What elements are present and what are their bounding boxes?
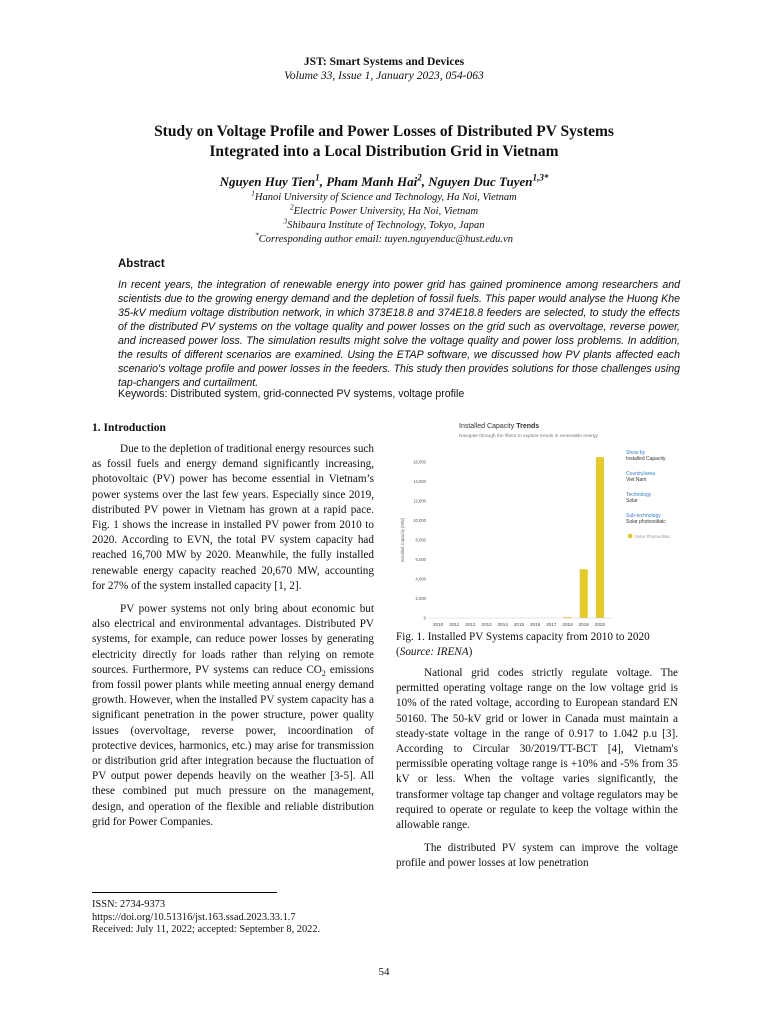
author-list bbox=[0, 174, 768, 190]
x-axis-ticks bbox=[433, 622, 605, 627]
affiliation-text: Electric Power University, Ha Noi, Vietnam bbox=[293, 206, 479, 217]
keywords: Keywords: Distributed system, grid-connected PV systems, voltage profile bbox=[118, 388, 465, 400]
affiliation bbox=[0, 216, 768, 233]
chart-subtitle: Navigate through the filters to explore trends in renewable energy bbox=[459, 434, 598, 439]
filter-label: Country/area bbox=[626, 471, 655, 477]
x-tick-label: 2020 bbox=[594, 622, 606, 627]
affiliation-sup: 1 bbox=[251, 188, 255, 198]
chart-title: Installed Capacity Trends bbox=[459, 423, 540, 430]
x-tick-label: 2013 bbox=[481, 622, 492, 627]
title-line-2: Integrated into a Local Distribution Grid in Vietnam bbox=[209, 143, 559, 160]
affiliation bbox=[0, 188, 768, 205]
author-sup: 1,3* bbox=[532, 172, 549, 183]
caption-text: ) bbox=[468, 646, 473, 658]
paragraph: Due to the depletion of traditional energy resources such as fossil fuels and energy demand significantly increasing, photovoltaic (PV) power has become essential in Vietnam’s power systems over the last few years. Especially since 2019, distributed PV power in Vietnam has grown at a rapid pace. Fig. 1 shows the increase in installed PV power from 2010 to 2020. According to EVN, the total PV system capacity had reached 16,700 MW by 2020. Meanwhile, the fully installed renewable energy capacity reached 20,670 MW, accounting for 27% of the system installed capacity [1, 2]. bbox=[92, 443, 374, 592]
figure-1 bbox=[396, 416, 678, 627]
x-tick-label: 2015 bbox=[513, 622, 525, 627]
y-tick-label: 16,000 bbox=[413, 459, 426, 465]
title-line-1: Study on Voltage Profile and Power Losses of Distributed PV Systems bbox=[154, 123, 614, 140]
paragraph-text: emissions from fossil power plants while meeting annual energy demand growth. However, when the installed PV system capacity has a significant penetration in the power structure, power quality issues (overvoltage, reverse power, incoordination of protective devices, harmonics, etc.) may arise for transmission or distribution grid after integration because the fluctuation of PV output power depends heavily on the weather [3-5]. All these combined put much pressure on the management, design, and operation of the flexible and reliable distribution grid for Power Companies. bbox=[92, 663, 374, 828]
doi-link[interactable]: https://doi.org/10.51316/jst.163.ssad.2023.33.1.7 bbox=[92, 911, 296, 923]
filter-value: Solar photovoltaic bbox=[626, 519, 666, 525]
author-separator: , bbox=[319, 174, 327, 189]
y-tick-label: 0 bbox=[423, 615, 426, 621]
filter-value: Installed Capacity bbox=[626, 456, 666, 462]
affiliation-sup: 2 bbox=[289, 202, 294, 212]
footnote-rule bbox=[92, 892, 277, 893]
paragraph-text: PV power systems not only bring about economic but also electrical and environmental advantages. Distributed PV systems, for example, can reduce power losses by generating electricity directly for loads rather than relying on remote sources. Furthermore, PV systems can reduce CO bbox=[92, 603, 374, 676]
y-tick-label: 2,000 bbox=[415, 596, 426, 601]
page-number: 54 bbox=[378, 966, 390, 978]
section-heading-introduction: 1. Introduction bbox=[92, 422, 166, 434]
filter-value: Solar bbox=[626, 498, 638, 504]
legend-swatch bbox=[628, 534, 632, 538]
paragraph: National grid codes strictly regulate voltage. The permitted operating voltage range on the low voltage grid is 10% of the rated voltage, according to European standard EN 50160. The 50-kV grid or lower in Canada must maintain a steady-state voltage in the range of 0.917 to 1.042 p.u [3]. According to Circular 30/2019/TT-BCT [4], Vietnam's permissible operating voltage range is +10% and -5% from 35 kV or less. When the voltage varies significantly, the transformer voltage tap changer and voltage regulators may be required to operate or regulate to keep the voltage within the allowable range. bbox=[396, 667, 678, 832]
y-tick-label: 12,000 bbox=[413, 498, 426, 504]
x-tick-label: 2012 bbox=[465, 622, 476, 627]
affiliation-sup: * bbox=[255, 230, 259, 240]
abstract-text: In recent years, the integration of renewable energy into power grid has gained prominence among researchers and scientists due to the growing energy demand and the depletion of fossil fuels. This paper would analyse the Huong Khe 35-kV medium voltage distribution network, in which 373E18.8 and 374E18.8 feeders are selected, to study the effects of the distributed PV systems on the voltage quality and power losses on the grid such as overvoltage, reverse power, and increased power loss. The simulation results might solve the voltage quality and power loss problems. In addition, the results of different scenarios are examined. Using the ETAP software, we discussed how PV plants affected each scenario's voltage profile and power losses in the feeders. This study then provides solutions for those challenges using tap-changers and curtailment. bbox=[118, 279, 680, 389]
x-tick-label: 2014 bbox=[497, 622, 508, 627]
journal-volume: Volume 33, Issue 1, January 2023, 054-063 bbox=[284, 70, 484, 82]
paper-title bbox=[0, 122, 768, 162]
caption-source: Source: IRENA bbox=[399, 646, 469, 658]
filter-label: Technology bbox=[626, 492, 652, 498]
y-tick-label: 4,000 bbox=[415, 576, 426, 582]
y-tick-label: 14,000 bbox=[413, 479, 426, 484]
right-column bbox=[396, 666, 678, 880]
affiliation bbox=[0, 202, 768, 219]
filter-panel bbox=[626, 450, 671, 539]
x-tick-label: 2011 bbox=[449, 622, 460, 627]
issn: ISSN: 2734-9373 bbox=[92, 899, 166, 910]
affiliation-text: Shibaura Institute of Technology, Tokyo, Japan bbox=[287, 220, 485, 231]
bar-chart bbox=[396, 416, 678, 627]
bar-2020 bbox=[596, 457, 604, 618]
left-column bbox=[92, 442, 374, 838]
author-sup: 2 bbox=[417, 172, 422, 183]
filter-label: Show by bbox=[626, 450, 646, 456]
y-axis-label: Installed Capacity (MW) bbox=[400, 517, 405, 563]
author-separator: , bbox=[421, 174, 429, 189]
x-tick-label: 2016 bbox=[530, 622, 541, 627]
filter-value: Viet Nam bbox=[626, 477, 647, 483]
received-date: Received: July 11, 2022; accepted: September 8, 2022. bbox=[92, 924, 321, 935]
author: Nguyen Huy Tien bbox=[219, 174, 316, 189]
paragraph bbox=[92, 602, 374, 830]
bars bbox=[564, 457, 604, 618]
author-sup: 1 bbox=[315, 172, 320, 183]
caption-text: Fig. 1. Installed PV Systems capacity from 2010 to 2020 ( bbox=[396, 631, 650, 658]
x-tick-label: 2017 bbox=[546, 622, 557, 627]
affiliation-text: Corresponding author email: tuyen.nguyenduc@hust.edu.vn bbox=[258, 234, 513, 245]
paragraph: The distributed PV system can improve the voltage profile and power losses at low penetration bbox=[396, 842, 678, 870]
y-tick-label: 6,000 bbox=[415, 557, 426, 562]
legend-label: Solar Photovoltaic bbox=[635, 534, 671, 539]
subscript: 2 bbox=[321, 669, 326, 679]
x-tick-label: 2019 bbox=[578, 622, 589, 627]
affiliation-sup: 3 bbox=[283, 216, 288, 226]
affiliation-text: Hanoi University of Science and Technology, Ha Noi, Vietnam bbox=[254, 192, 517, 203]
abstract-heading: Abstract bbox=[118, 258, 165, 270]
x-tick-label: 2018 bbox=[562, 622, 573, 627]
figure-caption bbox=[396, 630, 678, 660]
footnote bbox=[92, 899, 320, 937]
y-axis-ticks bbox=[413, 460, 426, 621]
bar-2019 bbox=[580, 569, 588, 618]
corresponding-author bbox=[0, 230, 768, 247]
filter-label: Sub-technology bbox=[626, 513, 661, 519]
y-tick-label: 8,000 bbox=[415, 537, 426, 543]
author: Pham Manh Hai bbox=[326, 174, 418, 189]
x-tick-label: 2010 bbox=[432, 622, 444, 627]
author: Nguyen Duc Tuyen bbox=[428, 174, 533, 189]
y-tick-label: 10,000 bbox=[413, 518, 426, 523]
journal-name: JST: Smart Systems and Devices bbox=[303, 56, 465, 68]
affiliation-list bbox=[0, 188, 768, 247]
